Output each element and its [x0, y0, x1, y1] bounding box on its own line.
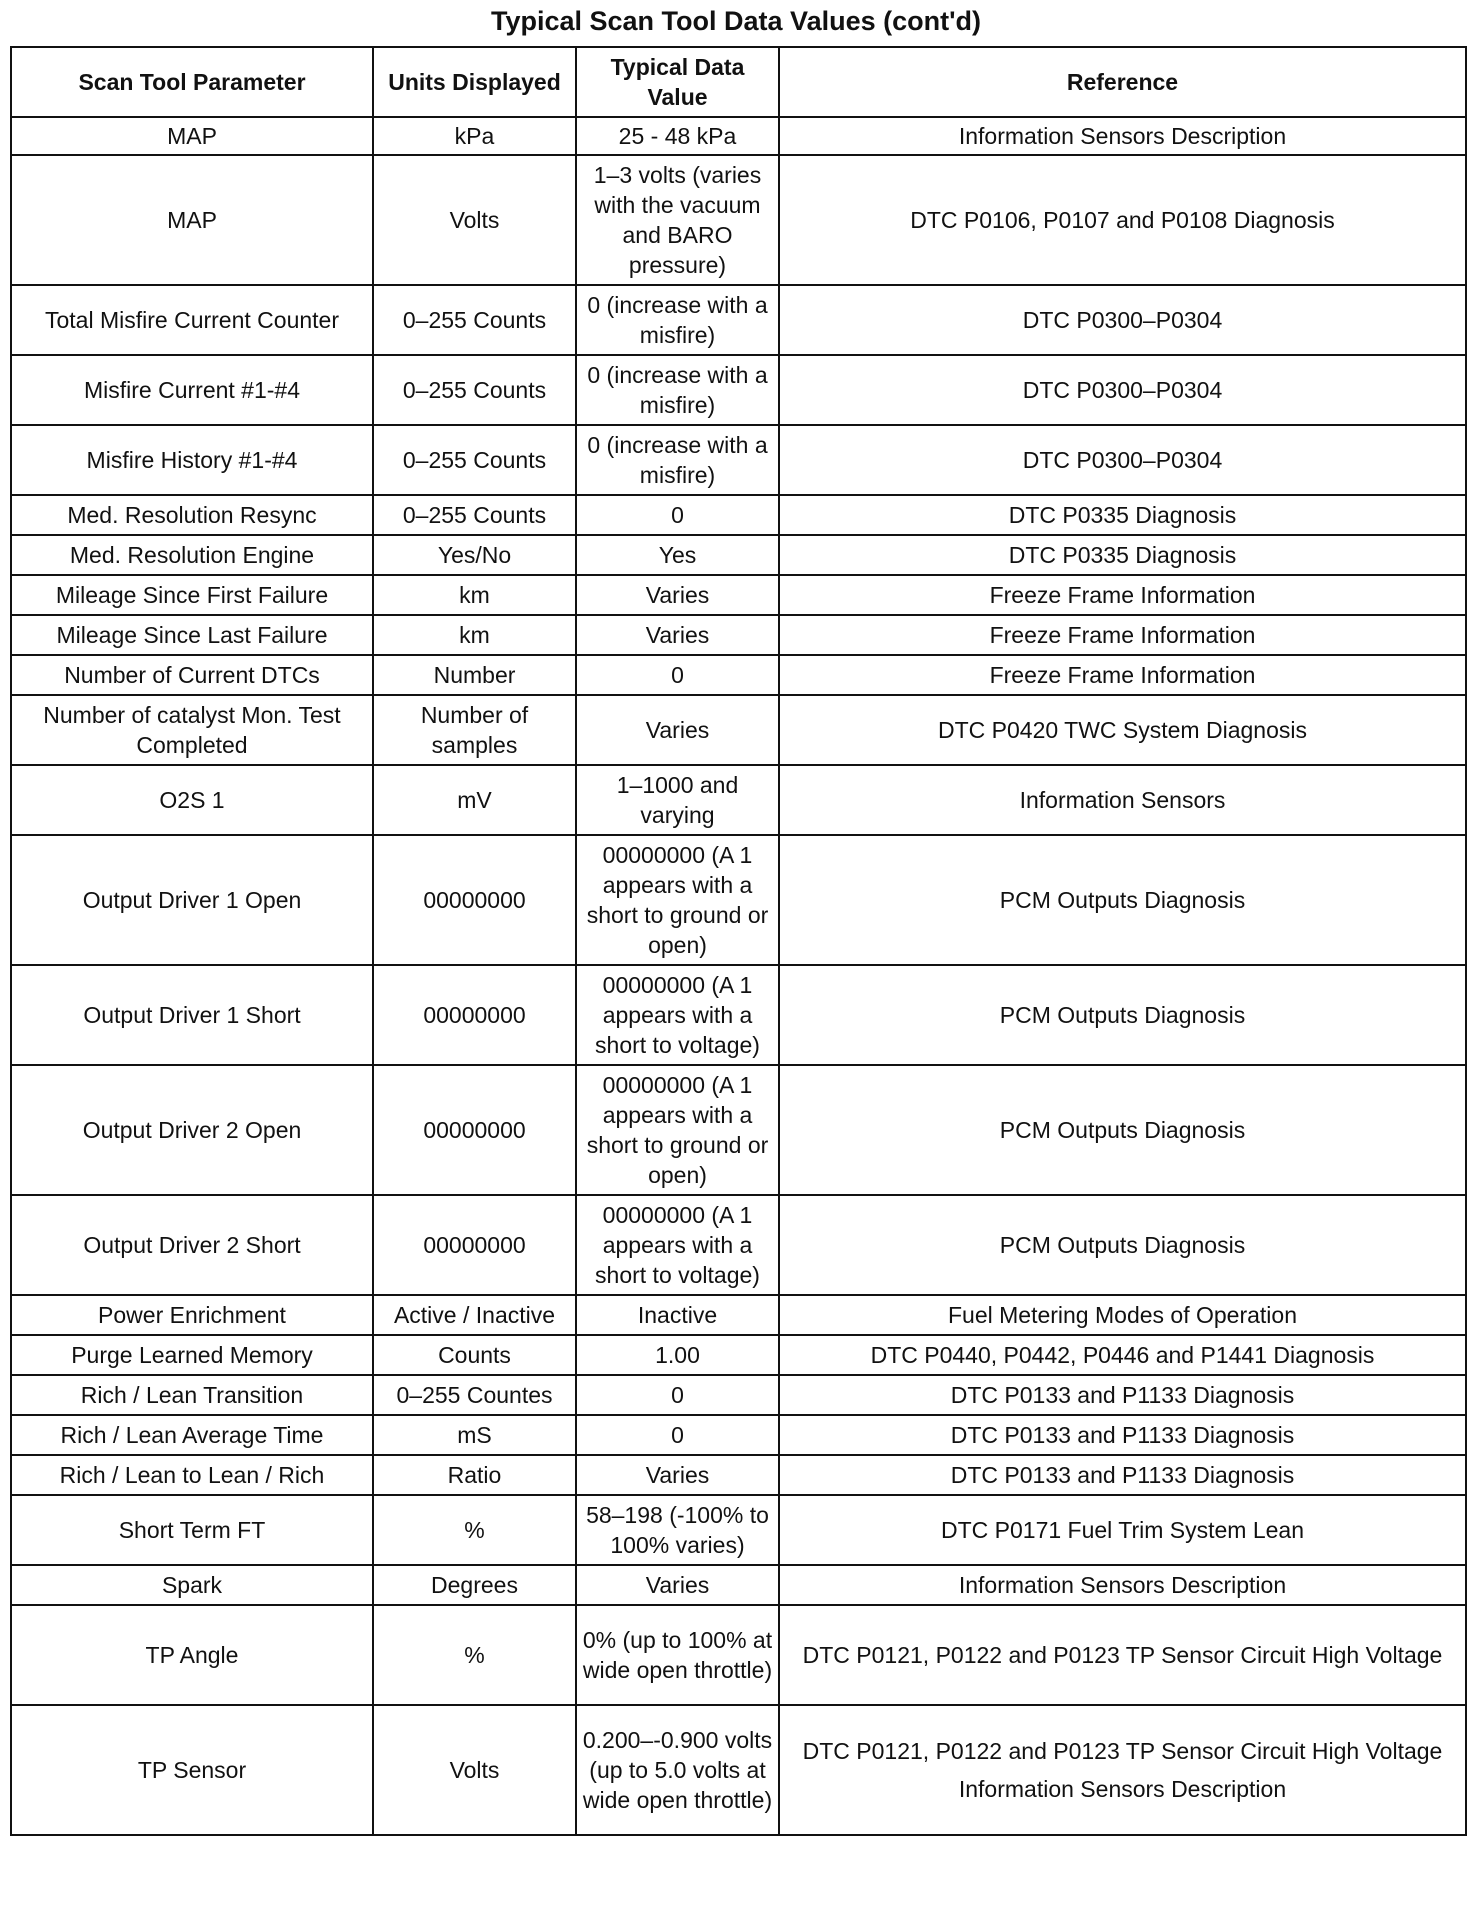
- cell-units: 0–255 Countes: [373, 1375, 576, 1415]
- table-row: [11, 355, 1466, 425]
- reference-text: Information Sensors Description: [958, 123, 1287, 149]
- table-row: [11, 615, 1466, 655]
- reference-text: Information Sensors: [1019, 787, 1226, 813]
- header-scan-tool-parameter: Scan Tool Parameter: [11, 47, 373, 117]
- cell-reference: [779, 355, 1466, 425]
- cell-parameter: Number of catalyst Mon. Test Completed: [11, 695, 373, 765]
- cell-typical-value: 00000000 (A 1 appears with a short to ground or open): [576, 835, 779, 965]
- cell-parameter: Spark: [11, 1565, 373, 1605]
- table-row: [11, 535, 1466, 575]
- cell-typical-value: 0 (increase with a misfire): [576, 285, 779, 355]
- table-row: [11, 655, 1466, 695]
- cell-typical-value: 0: [576, 1415, 779, 1455]
- cell-reference: [779, 1415, 1466, 1455]
- cell-typical-value: 1–3 volts (varies with the vacuum and BARO pressure): [576, 155, 779, 285]
- reference-text: DTC P0133 and P1133 Diagnosis: [950, 1462, 1295, 1488]
- cell-units: km: [373, 575, 576, 615]
- cell-parameter: Rich / Lean to Lean / Rich: [11, 1455, 373, 1495]
- table-row: [11, 575, 1466, 615]
- reference-text: DTC P0335 Diagnosis: [1008, 502, 1237, 528]
- cell-parameter: O2S 1: [11, 765, 373, 835]
- cell-typical-value: Varies: [576, 695, 779, 765]
- reference-text: PCM Outputs Diagnosis: [999, 1117, 1246, 1143]
- reference-text: DTC P0300–P0304: [1022, 377, 1223, 403]
- cell-parameter: Misfire Current #1-#4: [11, 355, 373, 425]
- cell-units: 0–255 Counts: [373, 425, 576, 495]
- cell-units: %: [373, 1495, 576, 1565]
- cell-reference: [779, 495, 1466, 535]
- cell-reference: [779, 655, 1466, 695]
- cell-reference: [779, 765, 1466, 835]
- cell-typical-value: 0 (increase with a misfire): [576, 355, 779, 425]
- reference-text: Fuel Metering Modes of Operation: [947, 1302, 1297, 1328]
- table-row: [11, 425, 1466, 495]
- cell-units: Ratio: [373, 1455, 576, 1495]
- cell-typical-value: 1–1000 and varying: [576, 765, 779, 835]
- cell-typical-value: 1.00: [576, 1335, 779, 1375]
- cell-typical-value: 0: [576, 1375, 779, 1415]
- cell-reference: [779, 1565, 1466, 1605]
- cell-parameter: Rich / Lean Transition: [11, 1375, 373, 1415]
- table-row: [11, 285, 1466, 355]
- reference-text: PCM Outputs Diagnosis: [999, 1002, 1246, 1028]
- cell-units: Volts: [373, 1705, 576, 1835]
- reference-text: Information Sensors Description: [958, 1776, 1287, 1802]
- reference-text: Freeze Frame Information: [989, 662, 1256, 688]
- page-title: Typical Scan Tool Data Values (cont'd): [490, 6, 982, 36]
- reference-text: DTC P0133 and P1133 Diagnosis: [950, 1382, 1295, 1408]
- cell-parameter: TP Sensor: [11, 1705, 373, 1835]
- reference-text: DTC P0121, P0122 and P0123 TP Sensor Circuit High Voltage: [802, 1738, 1443, 1764]
- cell-reference: [779, 1375, 1466, 1415]
- cell-typical-value: 0 (increase with a misfire): [576, 425, 779, 495]
- cell-parameter: Misfire History #1-#4: [11, 425, 373, 495]
- reference-text: Freeze Frame Information: [989, 622, 1256, 648]
- reference-text: DTC P0300–P0304: [1022, 447, 1223, 473]
- cell-reference: [779, 1705, 1466, 1835]
- cell-parameter: Mileage Since Last Failure: [11, 615, 373, 655]
- cell-units: 00000000: [373, 835, 576, 965]
- cell-reference: [779, 1605, 1466, 1705]
- cell-units: 00000000: [373, 965, 576, 1065]
- cell-units: mS: [373, 1415, 576, 1455]
- cell-typical-value: 0: [576, 655, 779, 695]
- cell-typical-value: Varies: [576, 1455, 779, 1495]
- table-row: [11, 765, 1466, 835]
- table-body: [11, 117, 1466, 1835]
- cell-reference: [779, 117, 1466, 155]
- cell-reference: [779, 1335, 1466, 1375]
- cell-reference: [779, 575, 1466, 615]
- cell-parameter: Output Driver 1 Short: [11, 965, 373, 1065]
- cell-reference: [779, 1065, 1466, 1195]
- cell-parameter: Power Enrichment: [11, 1295, 373, 1335]
- reference-text: DTC P0335 Diagnosis: [1008, 542, 1237, 568]
- cell-units: Yes/No: [373, 535, 576, 575]
- cell-units: km: [373, 615, 576, 655]
- cell-reference: [779, 425, 1466, 495]
- header-reference: Reference: [779, 47, 1466, 117]
- cell-parameter: Med. Resolution Resync: [11, 495, 373, 535]
- cell-parameter: Output Driver 2 Short: [11, 1195, 373, 1295]
- cell-parameter: Mileage Since First Failure: [11, 575, 373, 615]
- cell-units: 0–255 Counts: [373, 495, 576, 535]
- reference-text: DTC P0300–P0304: [1022, 307, 1223, 333]
- cell-typical-value: Varies: [576, 1565, 779, 1605]
- cell-parameter: Output Driver 1 Open: [11, 835, 373, 965]
- table-row: [11, 117, 1466, 155]
- header-units-displayed: Units Displayed: [373, 47, 576, 117]
- cell-reference: [779, 965, 1466, 1065]
- cell-parameter: Purge Learned Memory: [11, 1335, 373, 1375]
- reference-text: DTC P0171 Fuel Trim System Lean: [940, 1517, 1305, 1543]
- cell-parameter: Rich / Lean Average Time: [11, 1415, 373, 1455]
- cell-parameter: Number of Current DTCs: [11, 655, 373, 695]
- cell-reference: [779, 695, 1466, 765]
- table-row: [11, 1495, 1466, 1565]
- reference-text: DTC P0440, P0442, P0446 and P1441 Diagnosis: [870, 1342, 1375, 1368]
- table-row: [11, 1065, 1466, 1195]
- cell-typical-value: 00000000 (A 1 appears with a short to voltage): [576, 1195, 779, 1295]
- cell-units: 00000000: [373, 1195, 576, 1295]
- cell-parameter: Total Misfire Current Counter: [11, 285, 373, 355]
- header-row: [11, 47, 1466, 117]
- cell-parameter: TP Angle: [11, 1605, 373, 1705]
- table-row: [11, 835, 1466, 965]
- cell-reference: [779, 1295, 1466, 1335]
- cell-units: kPa: [373, 117, 576, 155]
- cell-parameter: MAP: [11, 117, 373, 155]
- cell-units: Active / Inactive: [373, 1295, 576, 1335]
- table-row: [11, 1335, 1466, 1375]
- table-row: [11, 1705, 1466, 1835]
- table-row: [11, 695, 1466, 765]
- cell-reference: [779, 285, 1466, 355]
- cell-typical-value: 25 - 48 kPa: [576, 117, 779, 155]
- table-row: [11, 495, 1466, 535]
- cell-units: 0–255 Counts: [373, 355, 576, 425]
- cell-typical-value: 00000000 (A 1 appears with a short to ground or open): [576, 1065, 779, 1195]
- cell-typical-value: 0.200–-0.900 volts (up to 5.0 volts at wide open throttle): [576, 1705, 779, 1835]
- cell-parameter: MAP: [11, 155, 373, 285]
- cell-typical-value: Inactive: [576, 1295, 779, 1335]
- reference-text: PCM Outputs Diagnosis: [999, 1232, 1246, 1258]
- cell-reference: [779, 155, 1466, 285]
- cell-typical-value: Varies: [576, 615, 779, 655]
- table-row: [11, 1415, 1466, 1455]
- cell-typical-value: 00000000 (A 1 appears with a short to voltage): [576, 965, 779, 1065]
- table-row: [11, 1565, 1466, 1605]
- cell-reference: [779, 535, 1466, 575]
- table-row: [11, 155, 1466, 285]
- cell-parameter: Short Term FT: [11, 1495, 373, 1565]
- table-row: [11, 965, 1466, 1065]
- reference-text: Information Sensors Description: [958, 1572, 1287, 1598]
- cell-reference: [779, 1455, 1466, 1495]
- cell-typical-value: Varies: [576, 575, 779, 615]
- cell-reference: [779, 1195, 1466, 1295]
- cell-typical-value: 0% (up to 100% at wide open throttle): [576, 1605, 779, 1705]
- cell-units: 00000000: [373, 1065, 576, 1195]
- reference-text: DTC P0121, P0122 and P0123 TP Sensor Circuit High Voltage: [802, 1642, 1443, 1668]
- reference-text: PCM Outputs Diagnosis: [999, 887, 1246, 913]
- cell-units: Counts: [373, 1335, 576, 1375]
- cell-units: 0–255 Counts: [373, 285, 576, 355]
- table-row: [11, 1195, 1466, 1295]
- table-row: [11, 1455, 1466, 1495]
- reference-text: Freeze Frame Information: [989, 582, 1256, 608]
- header-typical-data-value: Typical Data Value: [576, 47, 779, 117]
- cell-units: mV: [373, 765, 576, 835]
- table-row: [11, 1375, 1466, 1415]
- cell-units: Number of samples: [373, 695, 576, 765]
- reference-text: DTC P0133 and P1133 Diagnosis: [950, 1422, 1295, 1448]
- table-row: [11, 1605, 1466, 1705]
- reference-text: DTC P0106, P0107 and P0108 Diagnosis: [910, 207, 1335, 233]
- cell-typical-value: 58–198 (-100% to 100% varies): [576, 1495, 779, 1565]
- cell-parameter: Med. Resolution Engine: [11, 535, 373, 575]
- cell-typical-value: Yes: [576, 535, 779, 575]
- cell-units: Volts: [373, 155, 576, 285]
- cell-parameter: Output Driver 2 Open: [11, 1065, 373, 1195]
- cell-reference: [779, 615, 1466, 655]
- cell-reference: [779, 1495, 1466, 1565]
- cell-units: Number: [373, 655, 576, 695]
- scan-tool-data-table: [10, 46, 1467, 1836]
- cell-units: Degrees: [373, 1565, 576, 1605]
- reference-text: DTC P0420 TWC System Diagnosis: [938, 717, 1307, 743]
- cell-reference: [779, 835, 1466, 965]
- table-row: [11, 1295, 1466, 1335]
- cell-typical-value: 0: [576, 495, 779, 535]
- cell-units: %: [373, 1605, 576, 1705]
